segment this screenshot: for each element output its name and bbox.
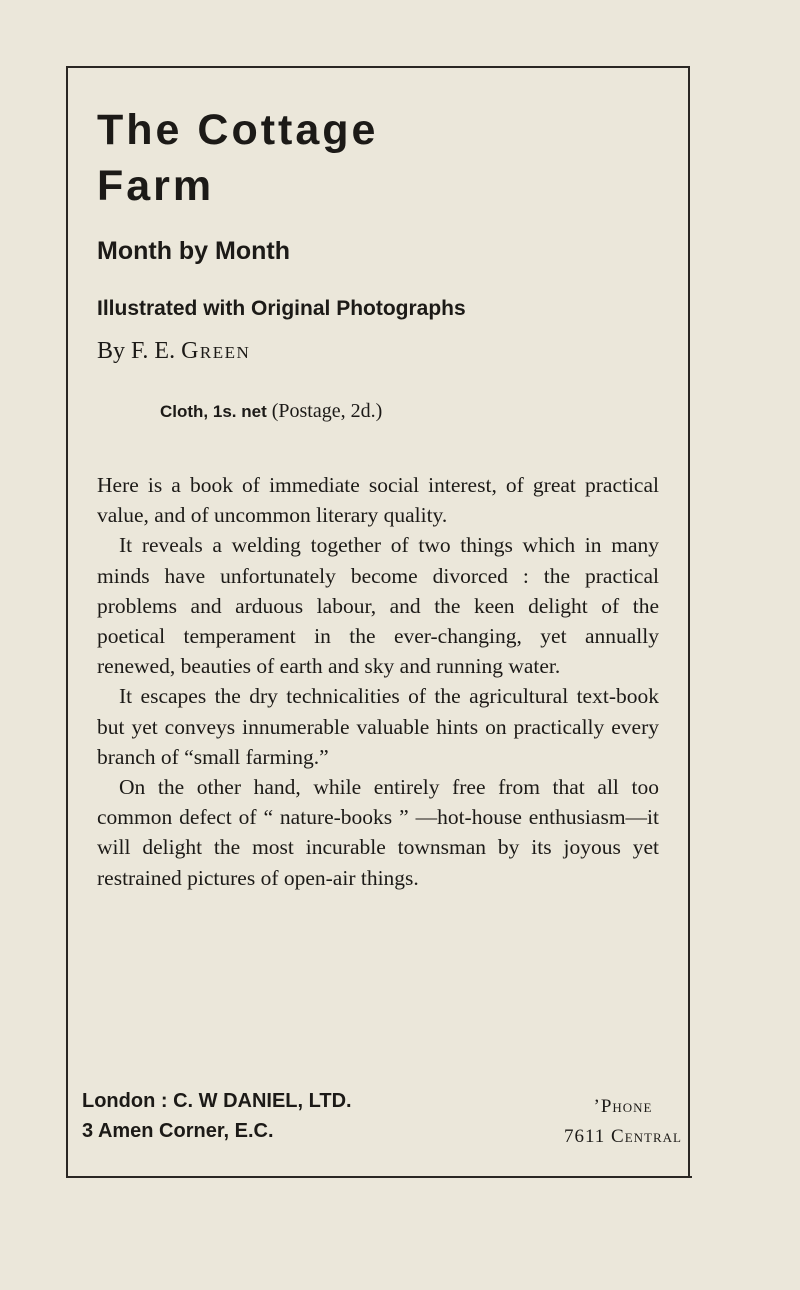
book-title: [97, 102, 657, 214]
description-paragraph: On the other hand, while entirely free from that all too common defect of “ nature-books ” —hot-house enthusiasm—it will delight the most incurable townsman by its joyous yet restrained pictures of open-air things.: [97, 775, 659, 890]
description-paragraph: It escapes the dry technicalities of the agricultural text-book but yet conveys innumerable valuable hints on practically every branch of “small farming.”: [97, 684, 659, 769]
description: [97, 470, 659, 893]
book-title-line-1: The Cottage: [97, 106, 379, 154]
publisher-line-2: 3 Amen Corner, E.C.: [82, 1120, 274, 1142]
book-title-line-2: Farm: [97, 162, 215, 210]
book-subtitle: Month by Month: [97, 237, 290, 265]
price-line: [160, 398, 382, 425]
publisher-address: [82, 1086, 352, 1146]
phone-number: 7611 Central: [564, 1126, 682, 1147]
price-binding: Cloth, 1s. net: [160, 402, 267, 421]
publisher-phone: [553, 1092, 693, 1152]
description-paragraph: It reveals a welding together of two things which in many minds have unfortunately become divorced : the practical problems and arduous labour, and the keen delight of the poetical temperament in the ever-changing, yet annually renewed, beauties of earth and sky and running water.: [97, 533, 659, 679]
phone-label: ’Phone: [593, 1096, 653, 1117]
publisher-line-1: London : C. W DANIEL, LTD.: [82, 1090, 352, 1112]
illustration-note: Illustrated with Original Photographs: [97, 297, 466, 320]
bottom-rule: [66, 1176, 692, 1178]
author-surname: Green: [181, 338, 251, 364]
description-paragraph: Here is a book of immediate social interest, of great practical value, and of uncommon literary quality.: [97, 473, 659, 528]
price-postage: (Postage, 2d.): [271, 400, 383, 422]
author-prefix: By F. E.: [97, 338, 176, 364]
author-line: [97, 336, 250, 366]
